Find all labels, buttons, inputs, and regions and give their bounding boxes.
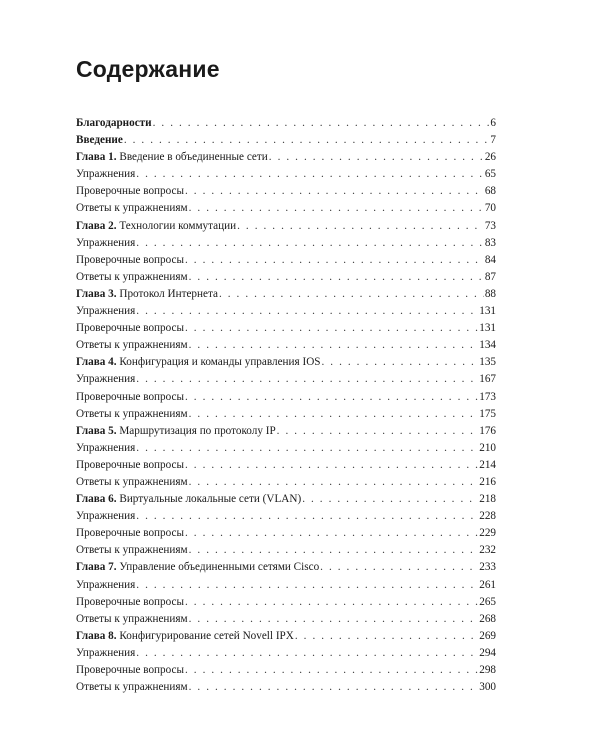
toc-entry-chapter-number: Благодарности xyxy=(76,117,152,129)
toc-entry-page-number: 216 xyxy=(479,475,496,488)
toc-entry-page-number: 131 xyxy=(479,305,496,318)
toc-entry[interactable] xyxy=(76,286,496,303)
toc-leader-dots xyxy=(136,371,478,388)
toc-entry-page-number: 167 xyxy=(479,373,496,386)
toc-entry-title: Упражнения xyxy=(76,578,136,591)
toc-entry[interactable] xyxy=(76,183,496,200)
toc-entry[interactable] xyxy=(76,508,496,525)
toc-entry-page-number: 232 xyxy=(479,544,496,557)
toc-entry-page-number: 228 xyxy=(479,510,496,523)
toc-entry-label xyxy=(76,183,184,200)
toc-entry-chapter-number: Глава 8. xyxy=(76,629,117,642)
toc-entry-label xyxy=(76,440,135,457)
toc-entry-page-number: 176 xyxy=(479,424,496,437)
toc-entry-page-number: 83 xyxy=(484,236,496,249)
toc-entry-page-number: 265 xyxy=(479,595,496,608)
toc-leader-dots xyxy=(185,389,478,406)
toc-entry[interactable] xyxy=(76,594,496,611)
toc-entry[interactable] xyxy=(76,371,496,388)
toc-entry-page-number: 131 xyxy=(479,322,496,335)
toc-entry[interactable] xyxy=(76,166,496,183)
toc-entry[interactable] xyxy=(76,440,496,457)
toc-entry-label xyxy=(76,337,188,354)
toc-entry-title: Ответы к упражнениям xyxy=(76,339,188,352)
toc-leader-dots xyxy=(219,286,484,303)
toc-entry-label xyxy=(76,662,184,679)
toc-entry[interactable] xyxy=(76,628,496,645)
toc-entry-title: Ответы к упражнениям xyxy=(76,544,188,557)
toc-entry-page-number: 233 xyxy=(479,561,496,574)
toc-entry-label xyxy=(76,645,135,662)
toc-entry[interactable] xyxy=(76,389,496,406)
toc-entry-page-number: 218 xyxy=(479,493,496,506)
toc-entry-title: Упражнения xyxy=(76,373,136,386)
toc-entry-label xyxy=(76,406,188,423)
toc-entry-title: Ответы к упражнениям xyxy=(76,407,188,420)
toc-entry-title: Ответы к упражнениям xyxy=(76,202,188,215)
toc-entry-label xyxy=(76,611,188,628)
toc-entry-title: Проверочные вопросы xyxy=(76,527,184,540)
toc-entry-label xyxy=(76,286,218,303)
toc-entry-label xyxy=(76,166,135,183)
toc-entry[interactable] xyxy=(76,457,496,474)
toc-entry-label xyxy=(76,320,184,337)
toc-entry-page-number: 84 xyxy=(484,253,496,266)
toc-entry-page-number: 6 xyxy=(490,117,496,129)
toc-entry-title: Упражнения xyxy=(76,168,136,181)
page-title: Содержание xyxy=(76,56,220,82)
toc-entry-label xyxy=(76,577,135,594)
toc-leader-dots xyxy=(302,491,478,508)
toc-entry[interactable] xyxy=(76,406,496,423)
toc-leader-dots xyxy=(136,440,478,457)
toc-leader-dots xyxy=(322,354,479,371)
toc-leader-dots xyxy=(320,559,478,576)
toc-entry-label xyxy=(76,525,184,542)
table-of-contents xyxy=(76,115,496,696)
toc-entry-title: Ответы к упражнениям xyxy=(76,475,188,488)
toc-entry-page-number: 88 xyxy=(484,287,496,300)
toc-entry-page-number: 68 xyxy=(484,185,496,198)
toc-leader-dots xyxy=(136,645,478,662)
toc-entry-page-number: 269 xyxy=(479,629,496,642)
toc-entry[interactable] xyxy=(76,303,496,320)
toc-entry-label xyxy=(76,594,184,611)
toc-entry-title: Проверочные вопросы xyxy=(76,322,184,335)
toc-entry-label xyxy=(76,679,188,696)
toc-entry-title: Протокол Интернета xyxy=(119,287,218,300)
toc-entry-title: Конфигурирование сетей Novell IPX xyxy=(119,629,294,642)
toc-entry[interactable] xyxy=(76,218,496,235)
toc-entry[interactable] xyxy=(76,542,496,559)
toc-entry-title: Проверочные вопросы xyxy=(76,253,184,266)
toc-entry-label xyxy=(76,371,135,388)
toc-entry-label xyxy=(76,423,276,440)
toc-entry[interactable] xyxy=(76,474,496,491)
toc-entry-label xyxy=(76,559,319,576)
toc-entry-page-number: 70 xyxy=(484,202,496,215)
toc-entry-title: Упражнения xyxy=(76,646,136,659)
toc-entry-title: Проверочные вопросы xyxy=(76,458,184,471)
toc-leader-dots xyxy=(185,183,484,200)
toc-entry-label xyxy=(76,235,135,252)
toc-entry-title: Виртуальные локальные сети (VLAN) xyxy=(119,493,302,506)
toc-entry-page-number: 65 xyxy=(484,168,496,181)
toc-entry[interactable] xyxy=(76,577,496,594)
toc-entry-page-number: 229 xyxy=(479,527,496,540)
toc-entry-page-number: 300 xyxy=(479,681,496,694)
toc-leader-dots xyxy=(189,474,479,491)
toc-entry-page-number: 175 xyxy=(479,407,496,420)
toc-entry-title: Упражнения xyxy=(76,236,136,249)
toc-entry-label xyxy=(76,628,294,645)
toc-entry[interactable] xyxy=(76,320,496,337)
toc-entry-page-number: 26 xyxy=(484,151,496,164)
toc-entry-page-number: 7 xyxy=(490,134,496,147)
toc-leader-dots xyxy=(185,525,478,542)
toc-entry-label xyxy=(76,354,321,371)
toc-leader-dots xyxy=(153,115,490,132)
toc-entry-title: Проверочные вопросы xyxy=(76,595,184,608)
toc-entry[interactable] xyxy=(76,235,496,252)
toc-leader-dots xyxy=(136,166,484,183)
toc-leader-dots xyxy=(185,594,478,611)
toc-entry-page-number: 173 xyxy=(479,390,496,403)
toc-leader-dots xyxy=(189,542,479,559)
toc-entry-title: Ответы к упражнениям xyxy=(76,681,188,694)
toc-entry-label xyxy=(76,132,123,149)
toc-entry-page-number: 73 xyxy=(484,219,496,232)
toc-entry-label xyxy=(76,252,184,269)
toc-entry-page-number: 134 xyxy=(479,339,496,352)
toc-entry-page-number: 261 xyxy=(479,578,496,591)
toc-entry-page-number: 294 xyxy=(479,646,496,659)
toc-entry-title: Проверочные вопросы xyxy=(76,390,184,403)
toc-entry[interactable] xyxy=(76,491,496,508)
toc-entry[interactable] xyxy=(76,354,496,371)
toc-entry-label xyxy=(76,149,268,166)
toc-entry-title: Конфигурация и команды управления IOS xyxy=(119,356,321,369)
toc-entry-page-number: 268 xyxy=(479,612,496,625)
toc-entry[interactable] xyxy=(76,611,496,628)
toc-leader-dots xyxy=(124,132,490,149)
toc-entry[interactable] xyxy=(76,132,496,149)
toc-leader-dots xyxy=(189,337,479,354)
toc-leader-dots xyxy=(237,218,484,235)
toc-entry-label xyxy=(76,389,184,406)
toc-leader-dots xyxy=(295,628,478,645)
toc-entry-page-number: 210 xyxy=(479,441,496,454)
toc-entry-label xyxy=(76,474,188,491)
toc-entry-title: Управление объединенными сетями Cisco xyxy=(119,561,320,574)
toc-entry-label xyxy=(76,115,152,132)
toc-leader-dots xyxy=(136,235,484,252)
toc-entry[interactable] xyxy=(76,525,496,542)
toc-entry-title: Проверочные вопросы xyxy=(76,664,184,676)
toc-entry-chapter-number: Глава 6. xyxy=(76,493,117,506)
toc-entry-title: Упражнения xyxy=(76,510,136,523)
toc-entry[interactable] xyxy=(76,679,496,696)
toc-entry-page-number: 214 xyxy=(479,458,496,471)
toc-entry[interactable] xyxy=(76,423,496,440)
toc-entry-title: Введение в объединенные сети xyxy=(119,151,268,164)
toc-leader-dots xyxy=(189,200,484,217)
toc-entry-chapter-number: Глава 3. xyxy=(76,287,117,300)
toc-entry-title: Упражнения xyxy=(76,305,136,318)
toc-entry-chapter-number: Глава 7. xyxy=(76,561,117,574)
toc-leader-dots xyxy=(189,406,479,423)
toc-entry-page-number: 298 xyxy=(479,664,496,676)
toc-entry-page-number: 135 xyxy=(479,356,496,369)
toc-entry[interactable] xyxy=(76,149,496,166)
toc-entry-label xyxy=(76,542,188,559)
toc-entry-chapter-number: Глава 2. xyxy=(76,219,117,232)
toc-leader-dots xyxy=(185,662,478,679)
toc-entry-page-number: 87 xyxy=(484,270,496,283)
toc-entry-title: Технологии коммутации xyxy=(119,219,237,232)
toc-leader-dots xyxy=(185,320,478,337)
toc-leader-dots xyxy=(136,508,478,525)
toc-entry-title: Упражнения xyxy=(76,441,136,454)
toc-leader-dots xyxy=(185,457,478,474)
toc-entry-label xyxy=(76,303,135,320)
toc-entry-title: Маршрутизация по протоколу IP xyxy=(119,424,276,437)
toc-entry-label xyxy=(76,508,135,525)
toc-leader-dots xyxy=(185,252,484,269)
toc-leader-dots xyxy=(277,423,479,440)
toc-entry[interactable] xyxy=(76,269,496,286)
toc-leader-dots xyxy=(189,269,484,286)
toc-entry-label xyxy=(76,269,188,286)
toc-leader-dots xyxy=(269,149,484,166)
toc-entry-chapter-number: Глава 1. xyxy=(76,151,117,164)
toc-entry-title: Ответы к упражнениям xyxy=(76,270,188,283)
toc-entry[interactable] xyxy=(76,662,496,679)
toc-entry[interactable] xyxy=(76,645,496,662)
toc-leader-dots xyxy=(189,611,479,628)
toc-entry[interactable] xyxy=(76,200,496,217)
toc-entry-chapter-number: Глава 4. xyxy=(76,356,117,369)
toc-entry[interactable] xyxy=(76,337,496,354)
toc-entry-chapter-number: Введение xyxy=(76,134,123,147)
toc-entry-label xyxy=(76,457,184,474)
toc-leader-dots xyxy=(136,303,478,320)
toc-entry-chapter-number: Глава 5. xyxy=(76,424,117,437)
toc-entry-label xyxy=(76,491,301,508)
toc-entry[interactable] xyxy=(76,115,496,132)
toc-entry[interactable] xyxy=(76,559,496,576)
toc-entry-label xyxy=(76,200,188,217)
toc-entry-label xyxy=(76,218,236,235)
toc-leader-dots xyxy=(136,577,478,594)
toc-entry-title: Проверочные вопросы xyxy=(76,185,184,198)
toc-entry[interactable] xyxy=(76,252,496,269)
toc-leader-dots xyxy=(189,679,479,696)
toc-entry-title: Ответы к упражнениям xyxy=(76,612,188,625)
